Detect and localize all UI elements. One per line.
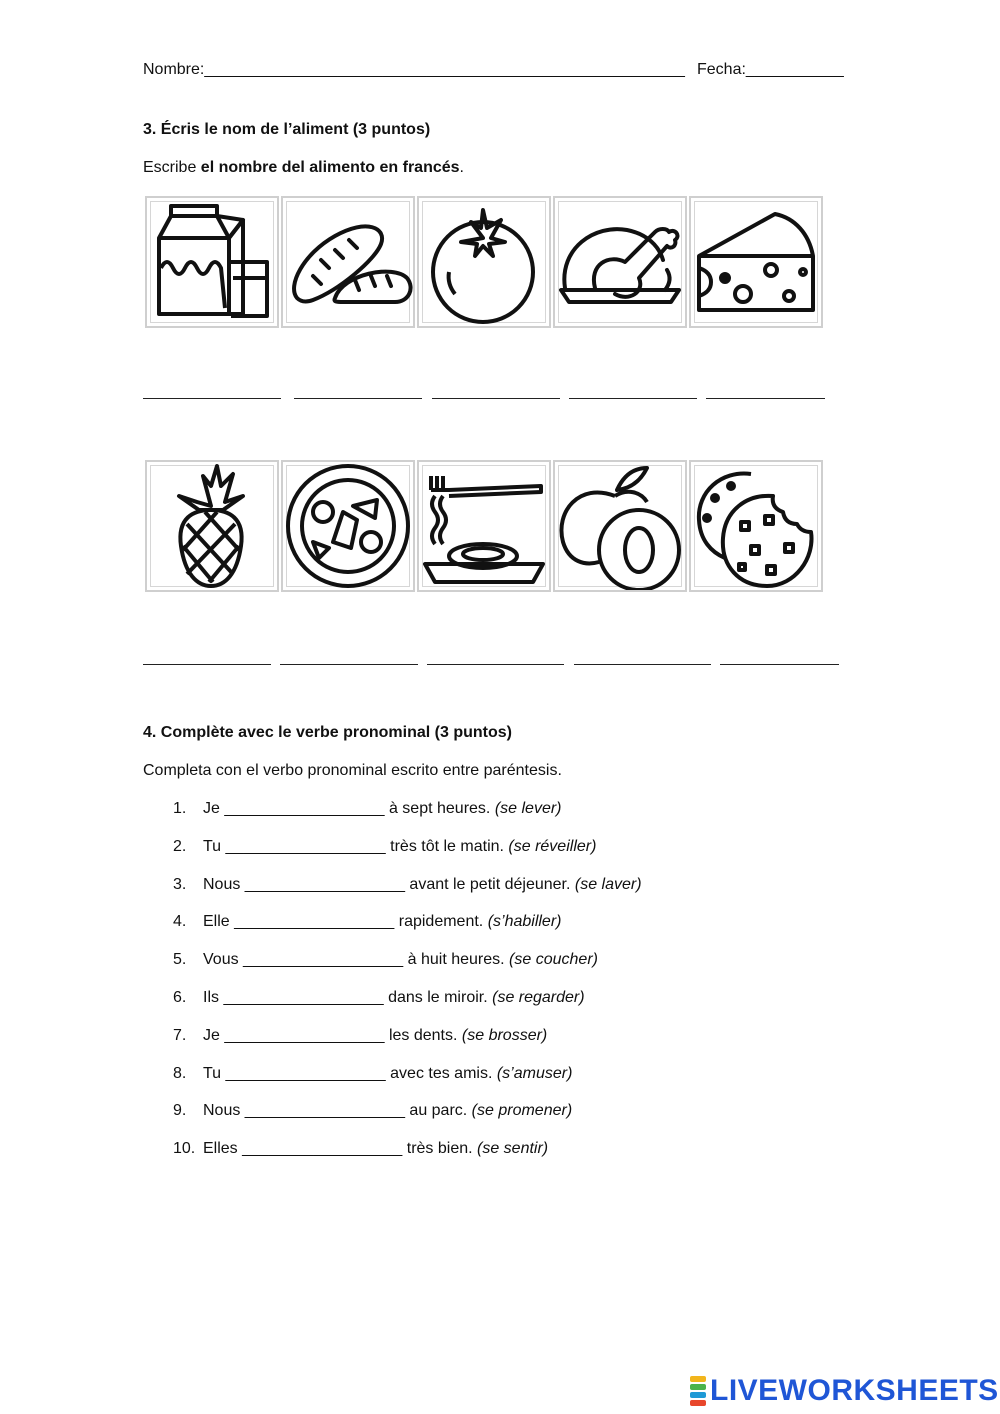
exercise-verb-hint: (se laver) xyxy=(574,875,642,893)
exercise-item xyxy=(173,800,562,818)
bread-icon xyxy=(281,196,415,328)
exercise-number: 8. xyxy=(173,1064,187,1082)
section4-title: 4. Complète avec le verbe pronominal (3 puntos) xyxy=(143,724,512,741)
milk-carton-icon xyxy=(145,196,279,328)
logo-text: LIVEWORKSHEETS xyxy=(710,1374,999,1407)
exercise-verb-hint: (se sentir) xyxy=(477,1140,549,1158)
section3-instruction xyxy=(143,159,464,177)
exercise-number: 6. xyxy=(173,989,187,1006)
exercise-number: 9. xyxy=(173,1102,187,1120)
exercise-item xyxy=(173,1027,547,1045)
exercise-item xyxy=(173,1140,548,1158)
exercise-item xyxy=(173,1102,572,1120)
exercise-number: 7. xyxy=(173,1026,187,1044)
answer-line-7[interactable] xyxy=(280,664,418,665)
spaghetti-icon xyxy=(417,460,551,592)
exercise-sentence[interactable]: Tu __________________ très tôt le matin. xyxy=(203,837,509,855)
exercise-item xyxy=(173,951,598,969)
exercise-item xyxy=(173,989,585,1007)
exercise-sentence[interactable]: Ils __________________ dans le miroir. xyxy=(203,989,493,1006)
exercise-verb-hint: (se promener) xyxy=(471,1102,573,1120)
answer-line-3[interactable] xyxy=(432,398,560,399)
exercise-number: 5. xyxy=(173,951,187,969)
exercise-verb-hint: (s’amuser) xyxy=(496,1064,573,1082)
answer-line-10[interactable] xyxy=(720,664,839,665)
answer-line-2[interactable] xyxy=(294,398,422,399)
exercise-sentence[interactable]: Tu __________________ avec tes amis. xyxy=(203,1064,497,1082)
liveworksheets-logo xyxy=(690,1374,999,1408)
instruction-end: . xyxy=(459,159,464,176)
exercise-number: 2. xyxy=(173,837,187,855)
answer-line-1[interactable] xyxy=(143,398,281,399)
tomato-icon xyxy=(417,196,551,328)
exercise-verb-hint: (se brosser) xyxy=(461,1026,548,1044)
section3-title: 3. Écris le nom de l’aliment (3 puntos) xyxy=(143,121,431,138)
exercise-number: 3. xyxy=(173,875,187,893)
exercise-number: 1. xyxy=(173,800,187,817)
exercise-verb-hint: (se coucher) xyxy=(509,951,598,969)
exercise-verb-hint: (se réveiller) xyxy=(508,837,597,855)
pineapple-icon xyxy=(145,460,279,592)
exercise-sentence[interactable]: Vous __________________ à huit heures. xyxy=(203,951,510,969)
cheese-icon xyxy=(689,196,823,328)
exercise-item xyxy=(173,876,642,894)
exercise-sentence[interactable]: Elle __________________ rapidement. xyxy=(203,913,488,931)
exercise-item xyxy=(173,838,596,856)
exercise-number: 10. xyxy=(173,1140,196,1158)
exercise-sentence[interactable]: Nous __________________ au parc. xyxy=(203,1102,472,1120)
instruction-bold: el nombre del alimento en francés xyxy=(200,159,460,176)
answer-line-4[interactable] xyxy=(569,398,697,399)
exercise-number: 4. xyxy=(173,913,187,931)
exercise-item xyxy=(173,1065,572,1083)
answer-line-5[interactable] xyxy=(706,398,825,399)
instruction-plain: Escribe xyxy=(143,159,201,176)
date-field-label: Fecha:___________ xyxy=(697,61,844,78)
name-field-label: Nombre:______________________________________________________ xyxy=(143,61,685,78)
logo-mark-icon xyxy=(690,1376,706,1406)
exercise-sentence[interactable]: Nous __________________ avant le petit déjeuner. xyxy=(203,875,575,893)
exercise-verb-hint: (se lever) xyxy=(494,800,562,817)
exercise-sentence[interactable]: Je __________________ les dents. xyxy=(203,1026,462,1044)
answer-line-6[interactable] xyxy=(143,664,271,665)
answer-line-9[interactable] xyxy=(574,664,711,665)
salad-plate-icon xyxy=(281,460,415,592)
exercise-verb-hint: (se regarder) xyxy=(492,989,585,1006)
exercise-sentence[interactable]: Je __________________ à sept heures. xyxy=(203,800,495,817)
roast-chicken-icon xyxy=(553,196,687,328)
section4-instruction: Completa con el verbo pronominal escrito entre paréntesis. xyxy=(143,762,562,779)
exercise-sentence[interactable]: Elles __________________ très bien. xyxy=(203,1140,477,1158)
peach-icon xyxy=(553,460,687,592)
exercise-item xyxy=(173,913,561,931)
answer-line-8[interactable] xyxy=(427,664,564,665)
exercise-verb-hint: (s’habiller) xyxy=(487,913,562,931)
cookie-icon xyxy=(689,460,823,592)
